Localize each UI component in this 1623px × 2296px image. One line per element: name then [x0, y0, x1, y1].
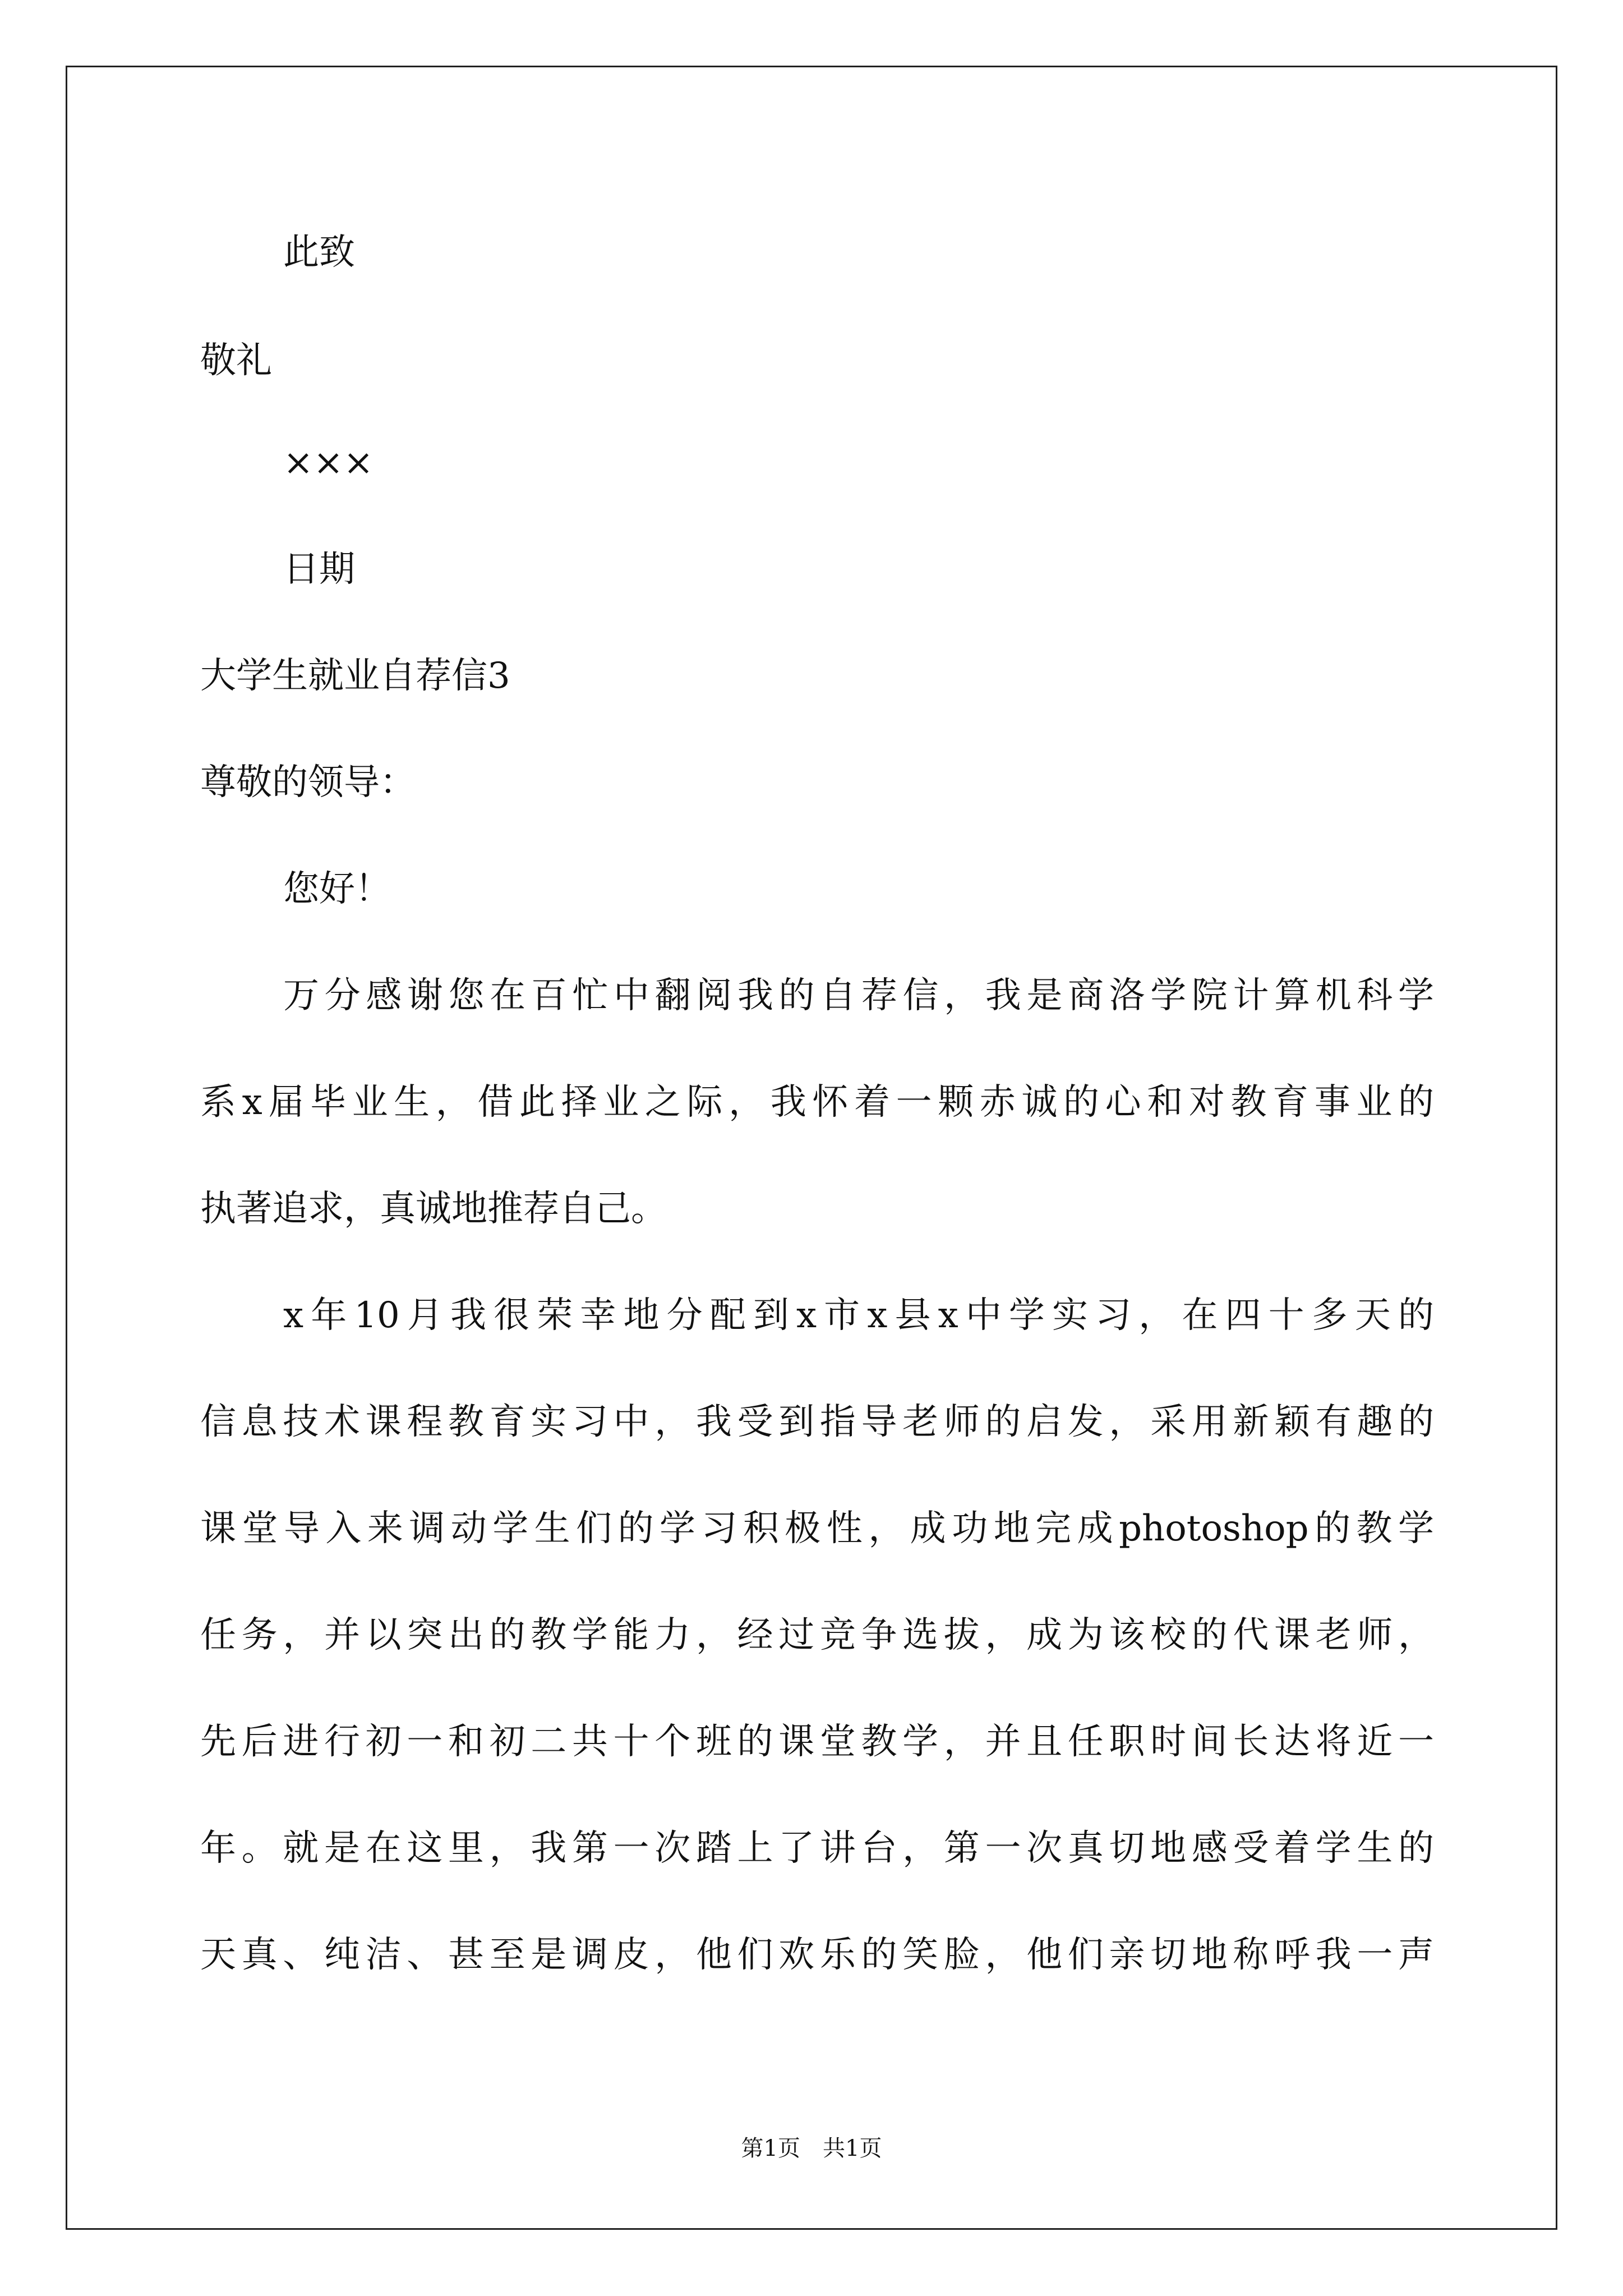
- closing-respect: 敬礼: [200, 340, 272, 381]
- paragraph-line: 课堂导入来调动学生们的学习积极性，成功地完成photoshop的教学: [200, 1508, 1434, 1549]
- page-border: [66, 66, 1557, 2230]
- paragraph-line: 先后进行初一和初二共十个班的课堂教学，并且任职时间长达将近一: [200, 1721, 1434, 1763]
- greeting: 您好！: [283, 868, 391, 910]
- signature: ×××: [283, 442, 374, 484]
- closing-salutation: 此致: [283, 232, 355, 273]
- paragraph-line: 信息技术课程教育实习中，我受到指导老师的启发，采用新颖有趣的: [200, 1401, 1434, 1443]
- letter-title: 大学生就业自荐信3: [200, 655, 510, 697]
- paragraph-line: 任务，并以突出的教学能力，经过竞争选拔，成为该校的代课老师，: [200, 1614, 1434, 1656]
- paragraph-line: 年。就是在这里，我第一次踏上了讲台，第一次真切地感受着学生的: [200, 1828, 1434, 1869]
- date-line: 日期: [283, 549, 355, 590]
- paragraph-line: 万分感谢您在百忙中翻阅我的自荐信，我是商洛学院计算机科学: [283, 975, 1434, 1016]
- paragraph-line: 天真、纯洁、甚至是调皮，他们欢乐的笑脸，他们亲切地称呼我一声: [200, 1934, 1434, 1976]
- addressee: 尊敬的领导：: [200, 762, 416, 803]
- page-footer: 第1页 共1页: [741, 2136, 882, 2161]
- paragraph-line: x年10月我很荣幸地分配到x市x县x中学实习，在四十多天的: [283, 1295, 1434, 1336]
- paragraph-line: 执著追求，真诚地推荐自己。: [200, 1188, 667, 1230]
- paragraph-line: 系x届毕业生，借此择业之际，我怀着一颗赤诚的心和对教育事业的: [200, 1082, 1434, 1123]
